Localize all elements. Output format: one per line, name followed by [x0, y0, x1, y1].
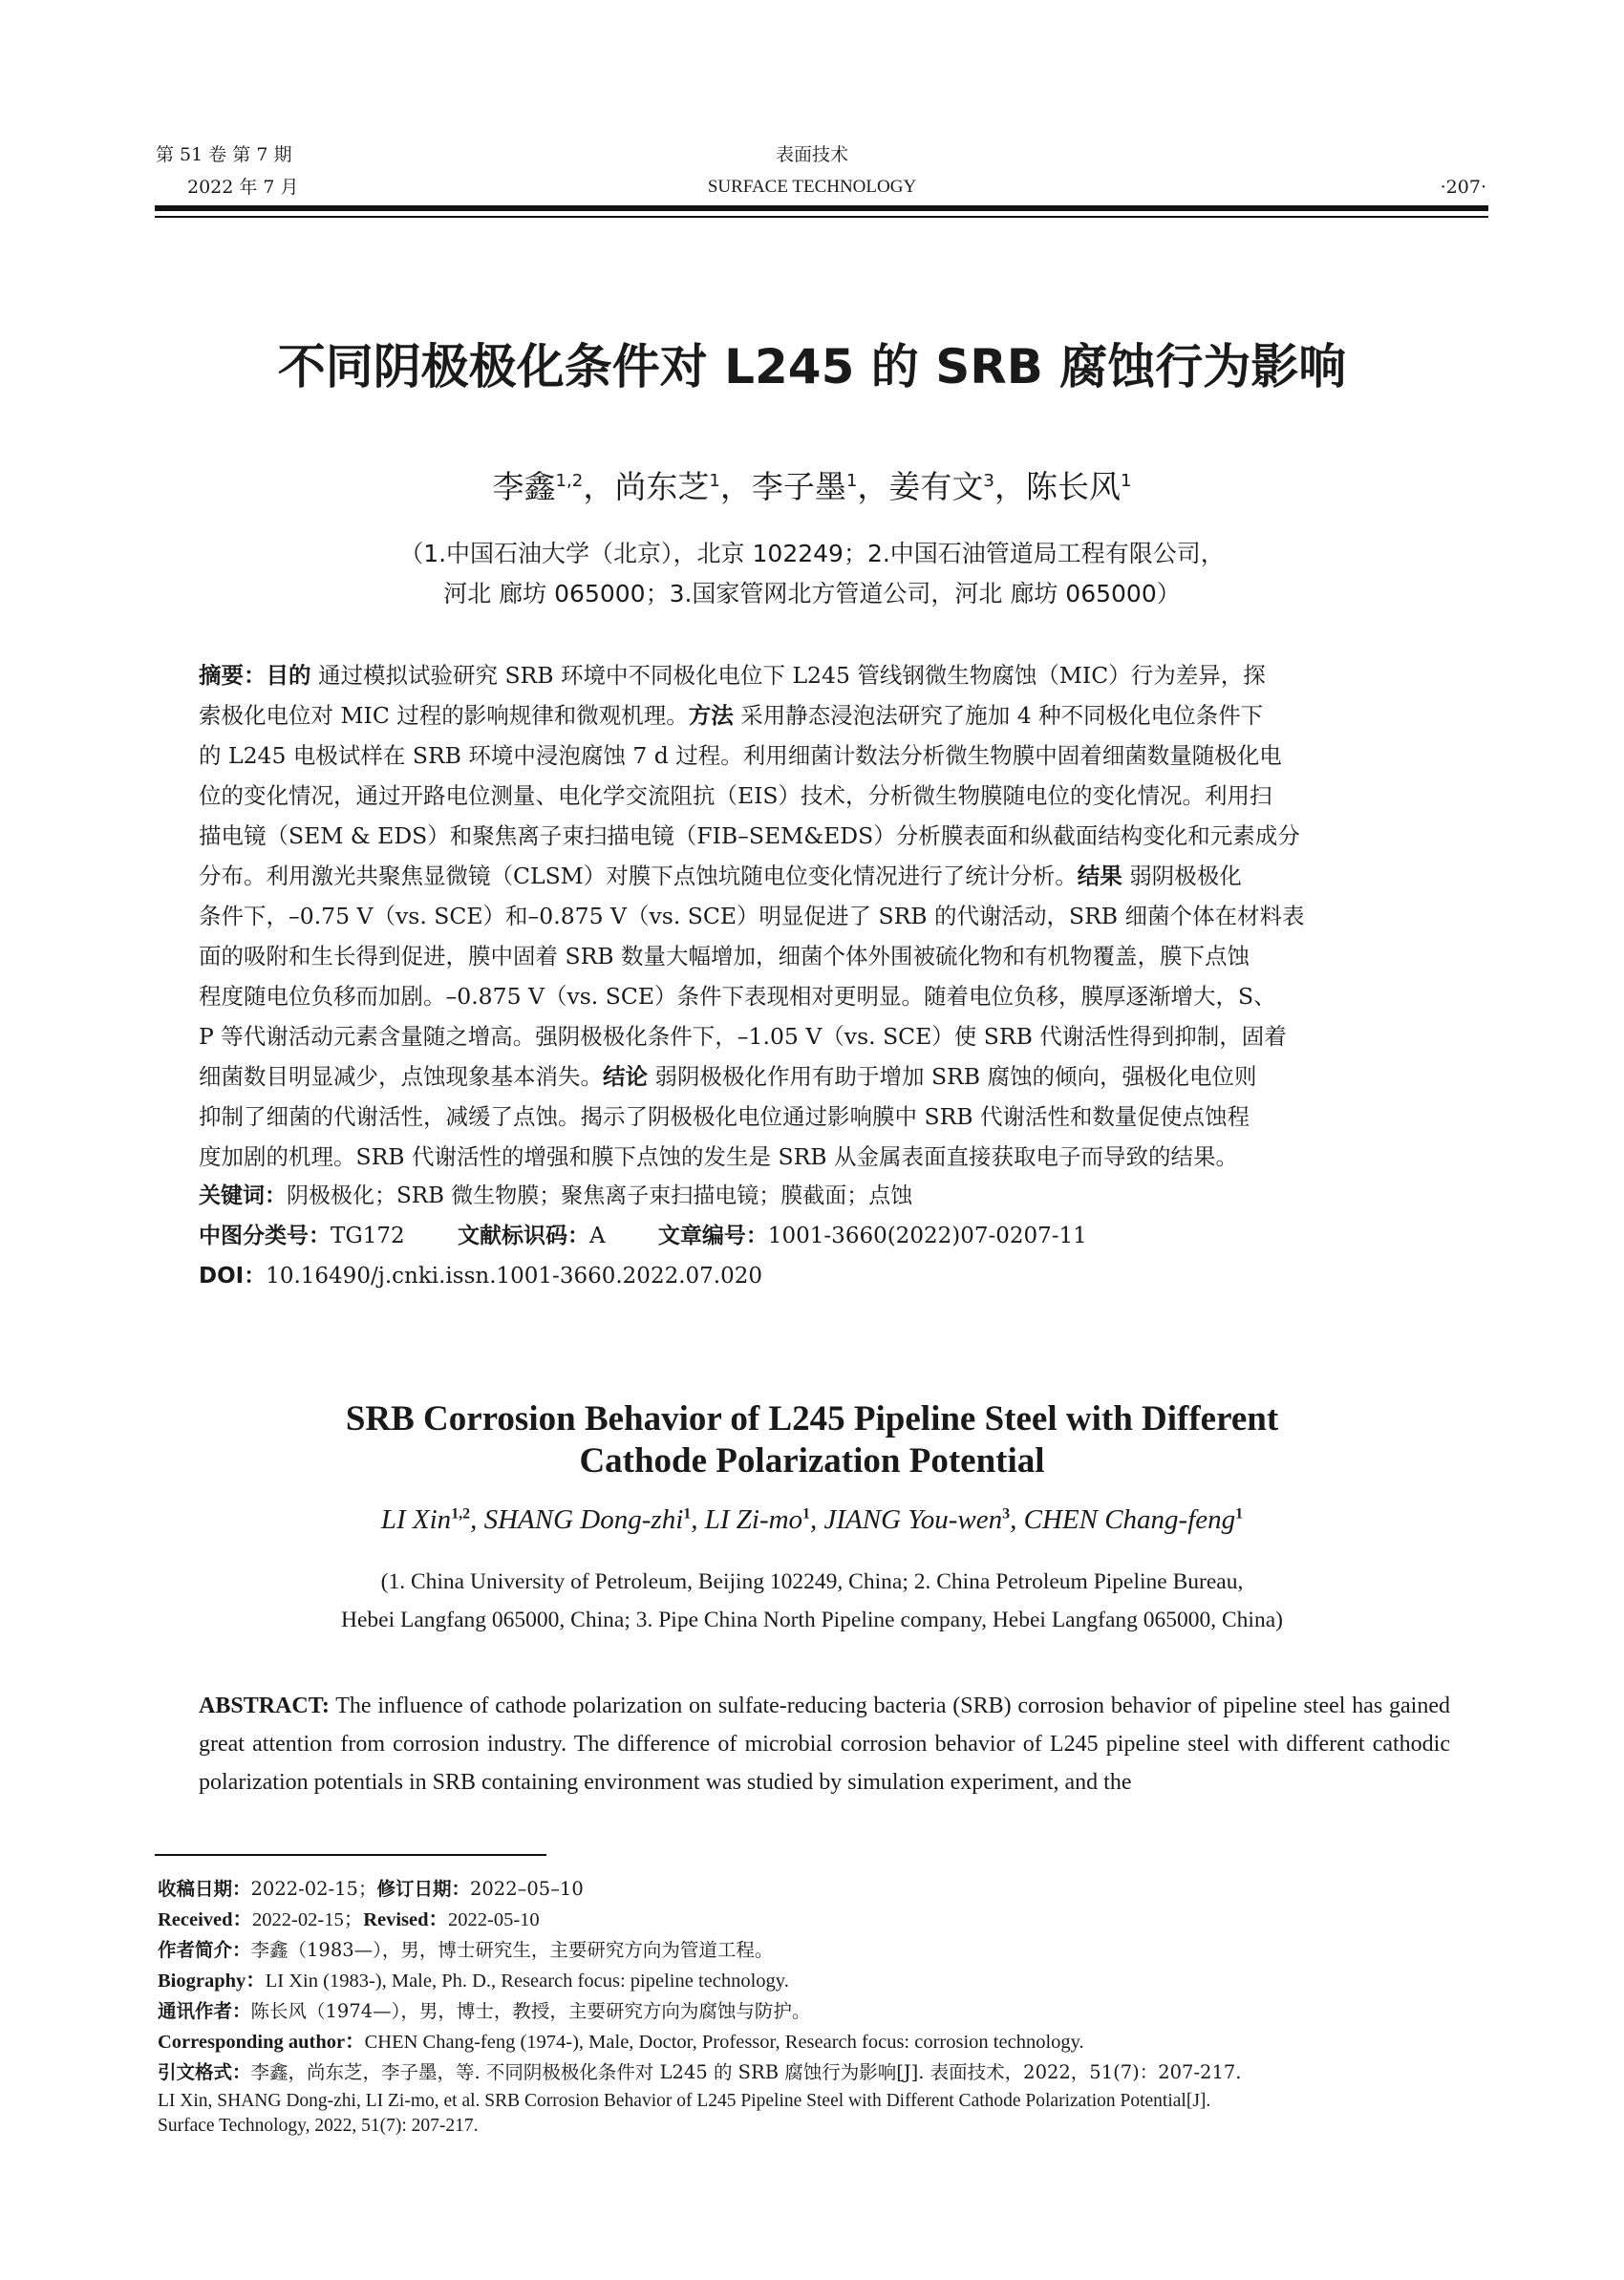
cn-author-separator: ， — [994, 468, 1026, 505]
page-title-en — [0, 1398, 1624, 1482]
abstract-cn-line — [199, 655, 1450, 695]
revised-cn-label: 修订日期： — [376, 1878, 470, 1900]
corresponding-en-value: CHEN Chang-feng (1974-), Male, Doctor, Professor, Research focus: corrosion technology. — [364, 2032, 1084, 2053]
en-author-separator: , — [691, 1504, 705, 1535]
abstract-section-label: 结论 — [603, 1063, 648, 1090]
en-author-name: LI Zi-mo — [704, 1504, 803, 1535]
revised-en-value: 2022-05-10 — [448, 1909, 540, 1930]
abstract-text: 条件下，–0.75 V（vs. SCE）和–0.875 V（vs. SCE）明显促进了 SRB 的代谢活动，SRB 细菌个体在材料表 — [199, 903, 1305, 929]
cn-author-affiliation-mark: 1 — [709, 471, 720, 491]
abstract-cn-line — [199, 856, 1450, 896]
en-author-affiliation-mark: 3 — [1002, 1505, 1011, 1523]
cn-author-affiliation-mark: 1,2 — [555, 471, 584, 491]
abstract-cn — [199, 655, 1450, 1177]
corresponding-cn-value: 陈长风（1974—），男，博士，教授，主要研究方向为腐蚀与防护。 — [250, 2000, 811, 2022]
header-rule-thick — [155, 205, 1488, 211]
en-author-name: JIANG You-wen — [823, 1504, 1003, 1535]
en-author-affiliation-mark: 1 — [1235, 1505, 1244, 1523]
footnote-bio-cn — [158, 1939, 1495, 1962]
footnote-bio-en — [158, 1970, 1495, 1992]
cn-author-name: 姜有文 — [888, 468, 984, 505]
doi-label: DOI： — [199, 1264, 267, 1289]
cn-author-affiliation-mark: 1 — [1120, 471, 1132, 491]
corresponding-cn-label: 通讯作者： — [158, 2000, 251, 2022]
abstract-cn-line — [199, 816, 1450, 856]
abstract-text: 程度随电位负移而加剧。–0.875 V（vs. SCE）条件下表现相对更明显。随着电位负移，膜厚逐渐增大，S、 — [199, 983, 1276, 1010]
cn-author-name: 李鑫 — [492, 468, 556, 505]
abstract-cn-line — [199, 976, 1450, 1016]
clc-label: 中图分类号： — [199, 1224, 331, 1248]
abstract-en-text: The influence of cathode polarization on sulfate-reducing bacteria (SRB) corrosion behavior of pipeline steel has gained great attention from corrosion industry. The difference of microbial corrosion behavior of L245 pipeline steel with different cathodic polarization potentials in SRB containing environment was studied by simulation experiment, and the — [199, 1694, 1450, 1795]
abstract-text: 描电镜（SEM & EDS）和聚焦离子束扫描电镜（FIB–SEM&EDS）分析膜表面和纵截面结构变化和元素成分 — [199, 822, 1300, 849]
abstract-section-label: 目的 — [266, 662, 311, 689]
en-author-separator: , — [1010, 1504, 1024, 1535]
cn-author-name: 李子墨 — [751, 468, 846, 505]
header-journal-en: SURFACE TECHNOLOGY — [707, 177, 917, 197]
doi-link[interactable]: 10.16490/j.cnki.issn.1001-3660.2022.07.020 — [266, 1264, 762, 1289]
cn-author-affiliation-mark: 1 — [845, 471, 858, 491]
received-cn-value: 2022-02-15； — [250, 1878, 377, 1900]
cn-author-name: 尚东芝 — [614, 468, 710, 505]
article-number-label: 文章编号： — [657, 1224, 768, 1248]
bio-en-label: Biography： — [158, 1971, 266, 1992]
header-journal-cn: 表面技术 — [775, 144, 848, 165]
abstract-text: 弱阴极极化 — [1122, 863, 1242, 889]
footnote-citation-en-line-2: Surface Technology, 2022, 51(7): 207-217. — [158, 2116, 479, 2136]
corresponding-en-label: Corresponding author： — [158, 2032, 365, 2053]
bio-en-value: LI Xin (1983-), Male, Ph. D., Research focus: pipeline technology. — [265, 1971, 789, 1992]
abstract-cn-line — [199, 695, 1450, 735]
abstract-cn-line — [199, 1097, 1450, 1137]
header-date: 2022 年 7 月 — [187, 177, 299, 198]
en-author-separator: , — [470, 1504, 484, 1535]
abstract-text: 的 L245 电极试样在 SRB 环境中浸泡腐蚀 7 d 过程。利用细菌计数法分析微生物膜中固着细菌数量随极化电 — [199, 742, 1282, 769]
affiliation-cn-line-1: （1.中国石油大学（北京），北京 102249；2.中国石油管道局工程有限公司， — [399, 540, 1225, 567]
citation-cn-label: 引文格式： — [158, 2061, 251, 2083]
en-author-affiliation-mark: 1 — [683, 1505, 692, 1523]
received-en-value: 2022-02-15； — [252, 1909, 364, 1930]
cn-author-affiliation-mark: 3 — [983, 471, 994, 491]
footnote-received-en — [158, 1908, 1495, 1931]
revised-cn-value: 2022–05–10 — [469, 1878, 584, 1900]
abstract-section-label: 方法 — [688, 702, 734, 729]
abstract-text: 弱阴极极化作用有助于增加 SRB 腐蚀的倾向，强极化电位则 — [648, 1063, 1257, 1090]
affiliation-en-line-2: Hebei Langfang 065000, China; 3. Pipe China North Pipeline company, Hebei Langfang 065000, China) — [341, 1608, 1283, 1632]
abstract-text: 采用静态浸泡法研究了施加 4 种不同极化电位条件下 — [733, 702, 1264, 729]
header-page-number: ·207· — [1440, 177, 1486, 198]
abstract-text: 通过模拟试验研究 SRB 环境中不同极化电位下 L245 管线钢微生物腐蚀（MIC）行为差异，探 — [310, 662, 1266, 689]
article-number-value: 1001-3660(2022)07-0207-11 — [767, 1224, 1087, 1248]
abstract-cn-line — [199, 1137, 1450, 1177]
bio-cn-value: 李鑫（1983—），男，博士研究生，主要研究方向为管道工程。 — [250, 1939, 774, 1961]
footnote-corresponding-cn — [158, 2000, 1495, 2023]
page-title-en-line-2: Cathode Polarization Potential — [579, 1441, 1045, 1481]
footnote-citation-en-line-1: LI Xin, SHANG Dong-zhi, LI Zi-mo, et al. SRB Corrosion Behavior of L245 Pipeline Steel with Different Cathode Polarization Potential[J]. — [158, 2091, 1211, 2111]
abstract-cn-line — [199, 896, 1450, 936]
abstract-section-label: 结果 — [1077, 863, 1122, 889]
abstract-cn-line — [199, 1016, 1450, 1056]
citation-cn-value: 李鑫，尚东芝，李子墨，等. 不同阴极极化条件对 L245 的 SRB 腐蚀行为影响[J]. 表面技术，2022，51(7)：207-217. — [250, 2061, 1242, 2083]
abstract-text: 分布。利用激光共聚焦显微镜（CLSM）对膜下点蚀坑随电位变化情况进行了统计分析。 — [199, 863, 1078, 889]
page-title-en-line-1: SRB Corrosion Behavior of L245 Pipeline Steel with Different — [345, 1399, 1279, 1438]
clc-value: TG172 — [331, 1224, 405, 1248]
doc-code-value: A — [588, 1224, 606, 1248]
abstract-cn-line — [199, 735, 1450, 776]
abstract-cn-line — [199, 776, 1450, 816]
classification-line — [199, 1218, 1087, 1254]
affiliation-cn-line-2: 河北 廊坊 065000；3.国家管网北方管道公司，河北 廊坊 065000） — [443, 580, 1181, 607]
revised-en-label: Revised： — [363, 1909, 449, 1930]
cn-author-separator: ， — [857, 468, 889, 505]
en-author-separator: , — [810, 1504, 824, 1535]
keywords-text: 阴极极化；SRB 微生物膜；聚焦离子束扫描电镜；膜截面；点蚀 — [287, 1183, 913, 1208]
abstract-text: 面的吸附和生长得到促进，膜中固着 SRB 数量大幅增加，细菌个体外围被硫化物和有机物覆盖，膜下点蚀 — [199, 943, 1250, 970]
abstract-text: 索极化电位对 MIC 过程的影响规律和微观机理。 — [199, 702, 689, 729]
cn-author-separator: ， — [583, 468, 615, 505]
header-volume: 第 51 卷 第 7 期 — [156, 144, 292, 165]
keywords-label: 关键词： — [199, 1183, 287, 1208]
bio-cn-label: 作者简介： — [158, 1939, 251, 1961]
author-list-cn — [0, 466, 1624, 508]
abstract-text: 抑制了细菌的代谢活性，减缓了点蚀。揭示了阴极极化电位通过影响膜中 SRB 代谢活性和数量促使点蚀程 — [199, 1103, 1250, 1130]
abstract-en-label: ABSTRACT: — [199, 1694, 330, 1718]
en-author-affiliation-mark: 1,2 — [451, 1505, 471, 1523]
footnote-rule — [155, 1854, 546, 1856]
abstract-text: 细菌数目明显减少，点蚀现象基本消失。 — [199, 1063, 603, 1090]
doc-code-label: 文献标识码： — [457, 1224, 589, 1248]
abstract-en — [199, 1687, 1450, 1801]
en-author-name: CHEN Chang-feng — [1023, 1504, 1236, 1535]
cn-author-separator: ， — [719, 468, 752, 505]
en-author-name: LI Xin — [380, 1504, 452, 1535]
affiliation-en — [0, 1563, 1624, 1639]
affiliation-en-line-1: (1. China University of Petroleum, Beijing 102249, China; 2. China Petroleum Pipeline Bureau, — [380, 1569, 1244, 1594]
doi-line — [199, 1258, 762, 1294]
footnote-corresponding-en — [158, 2031, 1495, 2054]
footnote-citation-cn — [158, 2061, 1495, 2084]
abstract-cn-line — [199, 936, 1450, 976]
author-list-en — [0, 1502, 1624, 1538]
footnote-received-cn — [158, 1878, 1495, 1901]
en-author-name: SHANG Dong-zhi — [483, 1504, 684, 1535]
received-cn-label: 收稿日期： — [158, 1878, 251, 1900]
keywords-cn — [199, 1178, 912, 1214]
abstract-text: 位的变化情况，通过开路电位测量、电化学交流阻抗（EIS）技术，分析微生物膜随电位的变化情况。利用扫 — [199, 782, 1272, 809]
abstract-cn-line — [199, 1056, 1450, 1097]
abstract-text: 度加剧的机理。SRB 代谢活性的增强和膜下点蚀的发生是 SRB 从金属表面直接获取电子而导致的结果。 — [199, 1143, 1239, 1170]
received-en-label: Received： — [158, 1909, 253, 1930]
abstract-text: P 等代谢活动元素含量随之增高。强阴极极化条件下，–1.05 V（vs. SCE）使 SRB 代谢活性得到抑制，固着 — [199, 1023, 1287, 1050]
abstract-cn-label: 摘要： — [199, 662, 267, 689]
header-rule-thin — [155, 216, 1488, 218]
en-author-affiliation-mark: 1 — [802, 1505, 811, 1523]
page-title-cn: 不同阴极极化条件对 L245 的 SRB 腐蚀行为影响 — [277, 339, 1347, 394]
cn-author-name: 陈长风 — [1025, 468, 1121, 505]
